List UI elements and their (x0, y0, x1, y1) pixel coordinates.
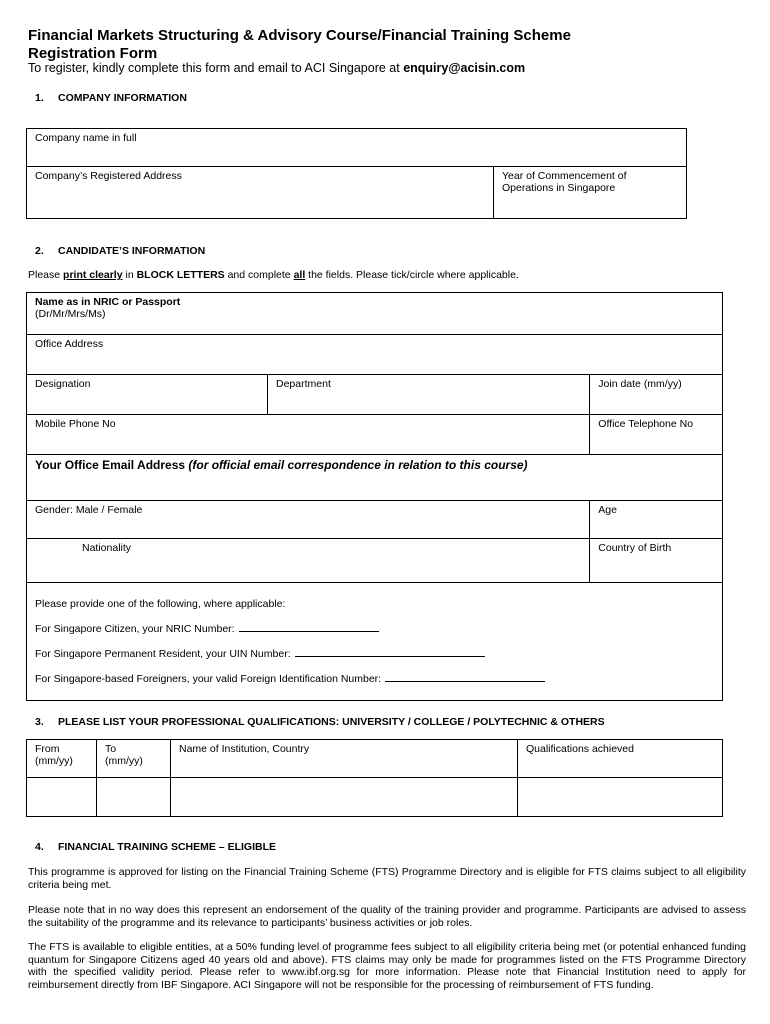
institution-cell[interactable] (171, 778, 518, 817)
country-of-birth-field[interactable]: Country of Birth (590, 539, 723, 583)
nric-blank[interactable] (239, 622, 379, 632)
uin-number-line[interactable]: For Singapore Permanent Resident, your UIN Number: (35, 647, 722, 660)
to-cell[interactable] (97, 778, 171, 817)
uin-blank[interactable] (295, 647, 485, 657)
fts-paragraph-1: This programme is approved for listing on the Financial Training Scheme (FTS) Programme Directory and is eligible for FTS claims subject to all eligibility criteria being met. (28, 866, 746, 891)
department-field[interactable]: Department (268, 375, 590, 415)
office-address-field[interactable]: Office Address (27, 335, 723, 375)
name-field[interactable]: Name as in NRIC or Passport (Dr/Mr/Mrs/Ms) (27, 293, 723, 335)
nationality-field[interactable]: Nationality (27, 539, 590, 583)
from-column-header: From (mm/yy) (27, 740, 97, 778)
section3-heading: 3. PLEASE LIST YOUR PROFESSIONAL QUALIFICATIONS: UNIVERSITY / COLLEGE / POLYTECHNIC & OTHERS (35, 716, 605, 728)
fts-paragraph-3: The FTS is available to eligible entities, at a 50% funding level of programme fees subject to all eligibility criteria being met (or potential enhanced funding quantum for Singapore Citizens aged 40 years old and above). FTS claims may only be made for programmes listed on the FTS Programme Directory with the specified validity period. Please refer to www.ibf.org.sg for more information. Please note that Financial Institution need to apply for reimbursement directly from IBF Singapore. ACI Singapore will not be responsible for the processing of reimbursement of FTS funding. (28, 941, 746, 991)
nric-number-line[interactable]: For Singapore Citizen, your NRIC Number: (35, 622, 722, 635)
qualifications-table (26, 739, 723, 817)
contact-email[interactable]: enquiry@acisin.com (403, 61, 526, 75)
year-commencement-field[interactable]: Year of Commencement of Operations in Singapore (494, 167, 687, 219)
registered-address-field[interactable]: Company’s Registered Address (27, 167, 494, 219)
candidate-instruction: Please print clearly in BLOCK LETTERS and complete all the fields. Please tick/circle where applicable. (28, 269, 519, 281)
section4-heading: 4. FINANCIAL TRAINING SCHEME – ELIGIBLE (35, 841, 276, 853)
section2-heading: 2. CANDIDATE’S INFORMATION (35, 245, 206, 257)
qualification-cell[interactable] (518, 778, 723, 817)
office-telephone-field[interactable]: Office Telephone No (590, 415, 723, 455)
company-info-table (26, 128, 687, 219)
from-cell[interactable] (27, 778, 97, 817)
foreign-id-blank[interactable] (385, 672, 545, 682)
age-field[interactable]: Age (590, 501, 723, 539)
candidate-info-table (26, 292, 723, 701)
foreign-id-line[interactable]: For Singapore-based Foreigners, your valid Foreign Identification Number: (35, 672, 722, 685)
company-name-field[interactable]: Company name in full (27, 129, 687, 167)
mobile-phone-field[interactable]: Mobile Phone No (27, 415, 590, 455)
gender-field[interactable]: Gender: Male / Female (27, 501, 590, 539)
form-subtitle: To register, kindly complete this form and email to ACI Singapore at enquiry@acisin.com (28, 61, 526, 75)
section1-heading: 1. COMPANY INFORMATION (35, 92, 187, 104)
office-email-field[interactable]: Your Office Email Address (for official email correspondence in relation to this course) (27, 455, 723, 501)
identification-block: Please provide one of the following, where applicable: For Singapore Citizen, your NRIC Number: For Singapore Permanent Resident, your UIN Number: For Singapore-based Foreigners, your valid Foreign Identification Number: (27, 583, 723, 701)
institution-column-header: Name of Institution, Country (171, 740, 518, 778)
to-column-header: To (mm/yy) (97, 740, 171, 778)
qualifications-column-header: Qualifications achieved (518, 740, 723, 778)
designation-field[interactable]: Designation (27, 375, 268, 415)
fts-paragraph-2: Please note that in no way does this represent an endorsement of the quality of the training provider and programme. Participants are advised to assess the suitability of the programme and its relevance to participants’ business activities or job roles. (28, 904, 746, 929)
join-date-field[interactable]: Join date (mm/yy) (590, 375, 723, 415)
form-title: Financial Markets Structuring & Advisory Course/Financial Training Scheme Registration Form (28, 27, 571, 62)
